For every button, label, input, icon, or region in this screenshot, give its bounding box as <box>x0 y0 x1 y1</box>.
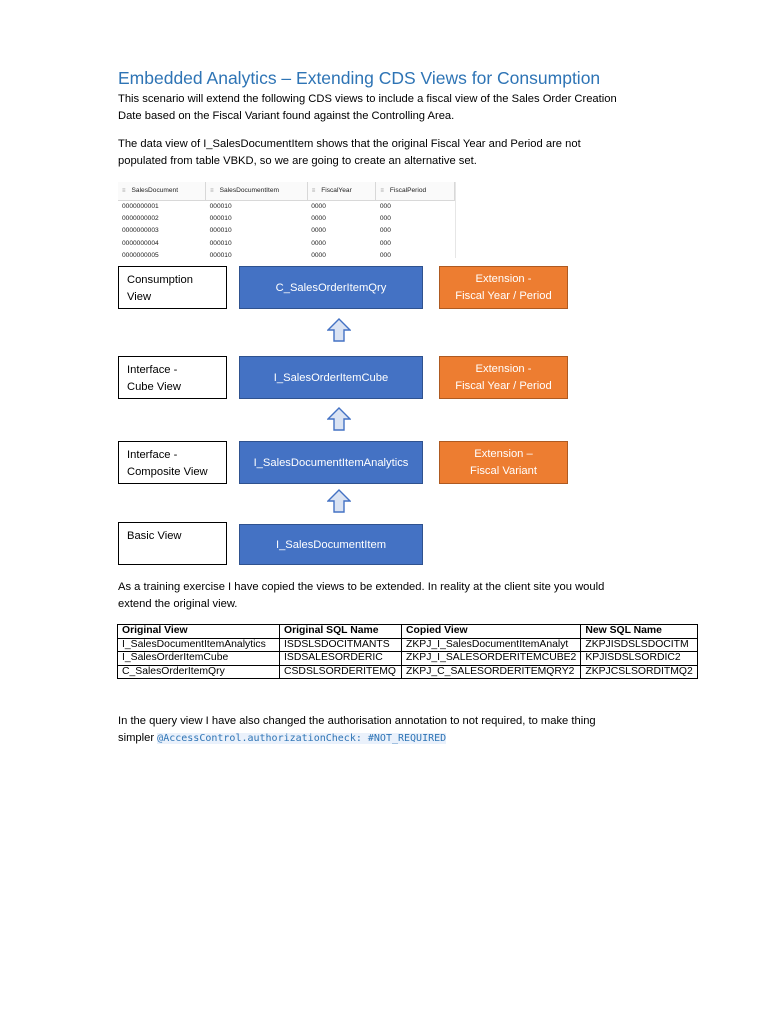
basic-view-box: I_SalesDocumentItem <box>239 524 423 565</box>
basic-view-label: Basic View <box>118 522 227 565</box>
view-mapping-table <box>117 624 698 679</box>
grid-header[interactable]: ≡ FiscalPeriod <box>376 182 455 200</box>
table-row: I_SalesDocumentItemAnalytics ISDSLSDOCITMANTS ZKPJ_I_SalesDocumentItemAnalyt ZKPJISDSLSDOCITM <box>118 638 698 652</box>
grid-row: 0000000003 000010 0000 000 <box>122 227 391 235</box>
composite-view-label: Interface - Composite View <box>118 441 227 484</box>
up-arrow-icon <box>327 407 351 431</box>
consumption-view-label: Consumption View <box>118 266 227 309</box>
grid-header[interactable]: ≡ FiscalYear <box>307 182 376 200</box>
sort-icon: ≡ <box>122 188 126 195</box>
grid-row: 0000000002 000010 0000 000 <box>122 214 391 222</box>
grid-header[interactable]: ≡ SalesDocumentItem <box>206 182 308 200</box>
composite-view-box: I_SalesDocumentItemAnalytics <box>239 441 423 484</box>
document-title: Embedded Analytics – Extending CDS Views for Consumption <box>118 68 601 88</box>
grid-header[interactable]: ≡ SalesDocument <box>118 182 206 200</box>
annotation-code: @AccessControl.authorizationCheck: #NOT_REQUIRED <box>157 733 447 744</box>
sort-icon: ≡ <box>311 188 316 195</box>
grid-row: 0000000004 000010 0000 000 <box>122 239 391 247</box>
sort-icon: ≡ <box>210 188 214 195</box>
table-header-row: Original View Original SQL Name Copied View New SQL Name <box>118 625 698 639</box>
grid-row: 0000000001 000010 0000 000 <box>122 202 391 210</box>
cube-extension-box: Extension - Fiscal Year / Period <box>439 356 568 399</box>
up-arrow-icon <box>327 489 351 513</box>
grid-row: 0000000005 000010 0000 000 <box>122 251 391 258</box>
table-row: I_SalesOrderItemCube ISDSALESORDERIC ZKPJ_I_SALESORDERITEMCUBE2 KPJISDSLSORDIC2 <box>118 652 698 666</box>
intro-paragraph: This scenario will extend the following CDS views to include a fiscal view of the Sales Order Creation Date based on the Fiscal Variant found against the Controlling Area. <box>118 93 617 122</box>
sort-icon: ≡ <box>380 188 384 195</box>
exercise-paragraph: As a training exercise I have copied the views to be extended. In reality at the client site you would extend the original view. <box>118 581 605 610</box>
data-preview-grid <box>118 182 456 258</box>
note-paragraph: The data view of I_SalesDocumentItem shows that the original Fiscal Year and Period are not populated from table VBKD, so we are going to create an alternative set. <box>118 138 581 167</box>
cube-view-box: I_SalesOrderItemCube <box>239 356 423 399</box>
up-arrow-icon <box>327 318 351 342</box>
closing-paragraph: In the query view I have also changed the authorisation annotation to not required, to make thing simpler @AccessControl.authorizationCheck: #NOT_REQUIRED <box>118 715 596 744</box>
table-row: C_SalesOrderItemQry CSDSLSORDERITEMQ ZKPJ_C_SALESORDERITEMQRY2 ZKPJCSLSORDITMQ2 <box>118 665 698 679</box>
composite-extension-box: Extension – Fiscal Variant <box>439 441 568 484</box>
cube-view-label: Interface - Cube View <box>118 356 227 399</box>
consumption-extension-box: Extension - Fiscal Year / Period <box>439 266 568 309</box>
consumption-view-box: C_SalesOrderItemQry <box>239 266 423 309</box>
